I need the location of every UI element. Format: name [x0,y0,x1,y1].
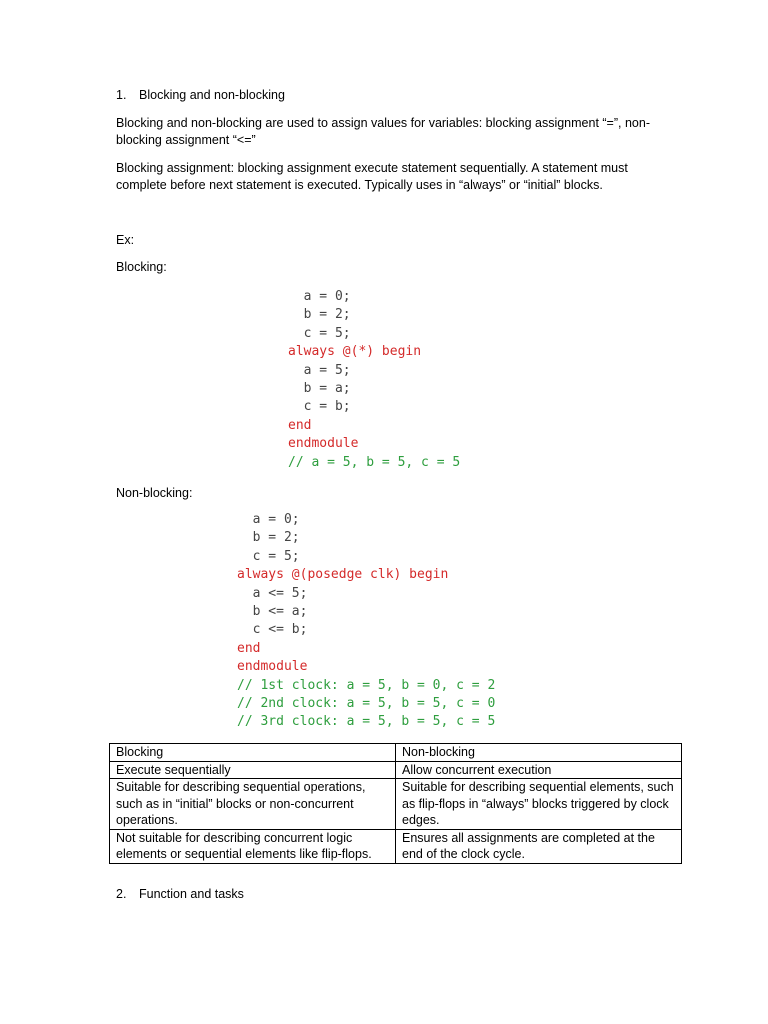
section-heading-1 [116,88,285,102]
code-line: // 2nd clock: a = 5, b = 5, c = 0 [237,695,496,711]
code-line: // 3rd clock: a = 5, b = 5, c = 5 [237,714,496,730]
code-line: end [237,640,261,656]
code-line: endmodule [288,436,359,452]
table-cell: Suitable for describing sequential elements, such as flip-flops in “always” blocks triggered by clock edges. [396,779,682,830]
blocking-paragraph: Blocking assignment: blocking assignment execute statement sequentially. A statement must complete before next statement is executed. Typically uses in “always” or “initial” blocks. [116,161,628,192]
code-line: c = 5; [288,325,351,341]
table-header-row [110,744,682,762]
code-line: b <= a; [237,603,308,619]
section-number: 1. [116,88,127,102]
table-cell: Execute sequentially [110,761,396,779]
code-line: c <= b; [237,622,308,638]
code-line: a = 0; [288,289,351,304]
code-line: b = a; [288,380,351,396]
section-title: Function and tasks [139,887,244,901]
example-label: Ex: [116,233,135,247]
code-line: c = 5; [237,548,300,564]
table-cell: Allow concurrent execution [396,761,682,779]
nonblocking-code-block [237,511,495,732]
section-number: 2. [116,887,127,901]
table-row [110,829,682,863]
section-title: Blocking and non-blocking [139,88,285,102]
code-line: a <= 5; [237,585,308,601]
table-cell: Not suitable for describing concurrent logic elements or sequential elements like flip-flops. [110,829,396,863]
comparison-table [109,743,682,864]
table-cell: Suitable for describing sequential operations, such as in “initial” blocks or non-concurrent operations. [110,779,396,830]
blocking-code-block [288,288,460,472]
code-line: end [288,417,312,433]
table-row [110,761,682,779]
table-cell: Non-blocking [396,744,682,762]
code-line: c = b; [288,399,351,415]
code-line: // a = 5, b = 5, c = 5 [288,454,461,470]
section-heading-2 [116,887,244,901]
code-line: b = 2; [237,530,300,546]
table-row [110,779,682,830]
blocking-label: Blocking: [116,260,167,274]
code-line: // 1st clock: a = 5, b = 0, c = 2 [237,677,496,693]
table-cell: Ensures all assignments are completed at the end of the clock cycle. [396,829,682,863]
code-line: a = 0; [237,512,300,527]
code-line: endmodule [237,659,308,675]
code-line: b = 2; [288,307,351,323]
code-line: a = 5; [288,362,351,378]
nonblocking-label: Non-blocking: [116,486,193,500]
code-line: always @(*) begin [288,344,422,360]
intro-paragraph: Blocking and non-blocking are used to assign values for variables: blocking assignment “=”, non-blocking assignment “<=” [116,116,650,147]
code-line: always @(posedge clk) begin [237,567,449,583]
table-cell: Blocking [110,744,396,762]
